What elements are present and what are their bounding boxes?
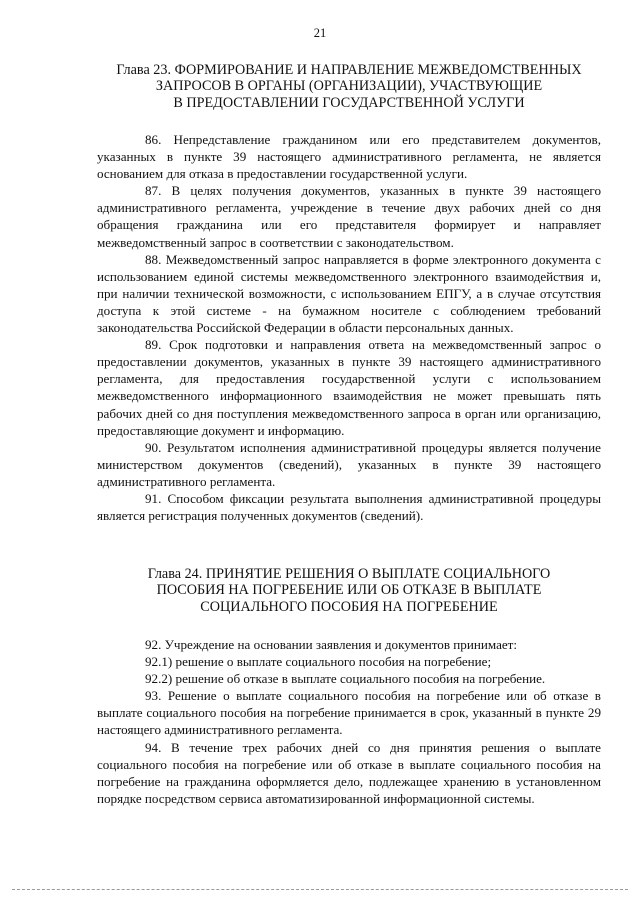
chapter-24-body — [97, 636, 601, 807]
paragraph-92-1: 92.1) решение о выплате социального пособия на погребение; — [145, 654, 492, 670]
heading-line: ЗАПРОСОВ В ОРГАНЫ (ОРГАНИЗАЦИИ), УЧАСТВУЮЩИЕ — [155, 78, 543, 95]
paragraph-92-2: 92.2) решение об отказе в выплате социального пособия на погребение. — [145, 671, 546, 687]
paragraph-86: 86. Непредставление гражданином или его представителем документов, указанных в пункте 39 настоящего административного регламента, не является основанием для отказа в предоставлении государственной услуги. — [97, 132, 601, 182]
paragraph-87: 87. В целях получения документов, указанных в пункте 39 настоящего административного регламента, учреждение в течение двух рабочих дней со дня обращения гражданина или его представителя формирует и направляет межведомственный запрос в соответствии с законодательством. — [97, 183, 601, 250]
paragraph-94: 94. В течение трех рабочих дней со дня принятия решения о выплате социального пособия на погребение или об отказе в выплате социального пособия на погребение на гражданина оформляется дело, подлежащее хранению в установленном порядке посредством сервиса автоматизированной информационной системы. — [97, 739, 601, 806]
paragraph-89: 89. Срок подготовки и направления ответа на межведомственный запрос о предоставлении документов, указанных в пункте 39 настоящего административного регламента, для предоставления государственной услуги с использованием межведомственного информационного взаимодействия не может превышать пять рабочих дней со дня поступления межведомственного запроса в орган или организацию, предоставляющие документ и информацию. — [97, 337, 601, 438]
chapter-24-heading — [97, 566, 601, 615]
paragraph-93: 93. Решение о выплате социального пособия на погребение или об отказе в выплате социального пособия на погребение принимается в срок, указанный в пункте 29 настоящего административного регламента. — [97, 688, 601, 738]
heading-line: Глава 24. ПРИНЯТИЕ РЕШЕНИЯ О ВЫПЛАТЕ СОЦИАЛЬНОГО — [147, 566, 551, 582]
heading-line: ПОСОБИЯ НА ПОГРЕБЕНИЕ ИЛИ ОБ ОТКАЗЕ В ВЫПЛАТЕ — [156, 582, 542, 599]
paragraph-90: 90. Результатом исполнения административной процедуры является получение министерством документов (сведений), указанных в пункте 39 настоящего административного регламента. — [97, 439, 601, 489]
chapter-23-body — [97, 131, 601, 524]
heading-line: В ПРЕДОСТАВЛЕНИИ ГОСУДАРСТВЕННОЙ УСЛУГИ — [173, 94, 525, 111]
paragraph-92: 92. Учреждение на основании заявления и документов принимает: — [145, 637, 518, 652]
scan-edge-line — [12, 889, 628, 890]
page-number: 21 — [313, 26, 327, 40]
chapter-23-heading — [97, 62, 601, 111]
heading-line: СОЦИАЛЬНОГО ПОСОБИЯ НА ПОГРЕБЕНИЕ — [200, 598, 498, 615]
heading-line: Глава 23. ФОРМИРОВАНИЕ И НАПРАВЛЕНИЕ МЕЖВЕДОМСТВЕННЫХ — [116, 62, 582, 78]
paragraph-88: 88. Межведомственный запрос направляется в форме электронного документа с использованием единой системы межведомственного электронного взаимодействия и, при наличии технической возможности, с использованием ЕПГУ, а в случае отсутствия доступа к этой системе - на бумажном носителе с соблюдением требований законодательства Российской Федерации в области персональных данных. — [97, 251, 601, 336]
paragraph-91: 91. Способом фиксации результата выполнения административной процедуры является регистрация полученных документов (сведений). — [97, 490, 601, 524]
